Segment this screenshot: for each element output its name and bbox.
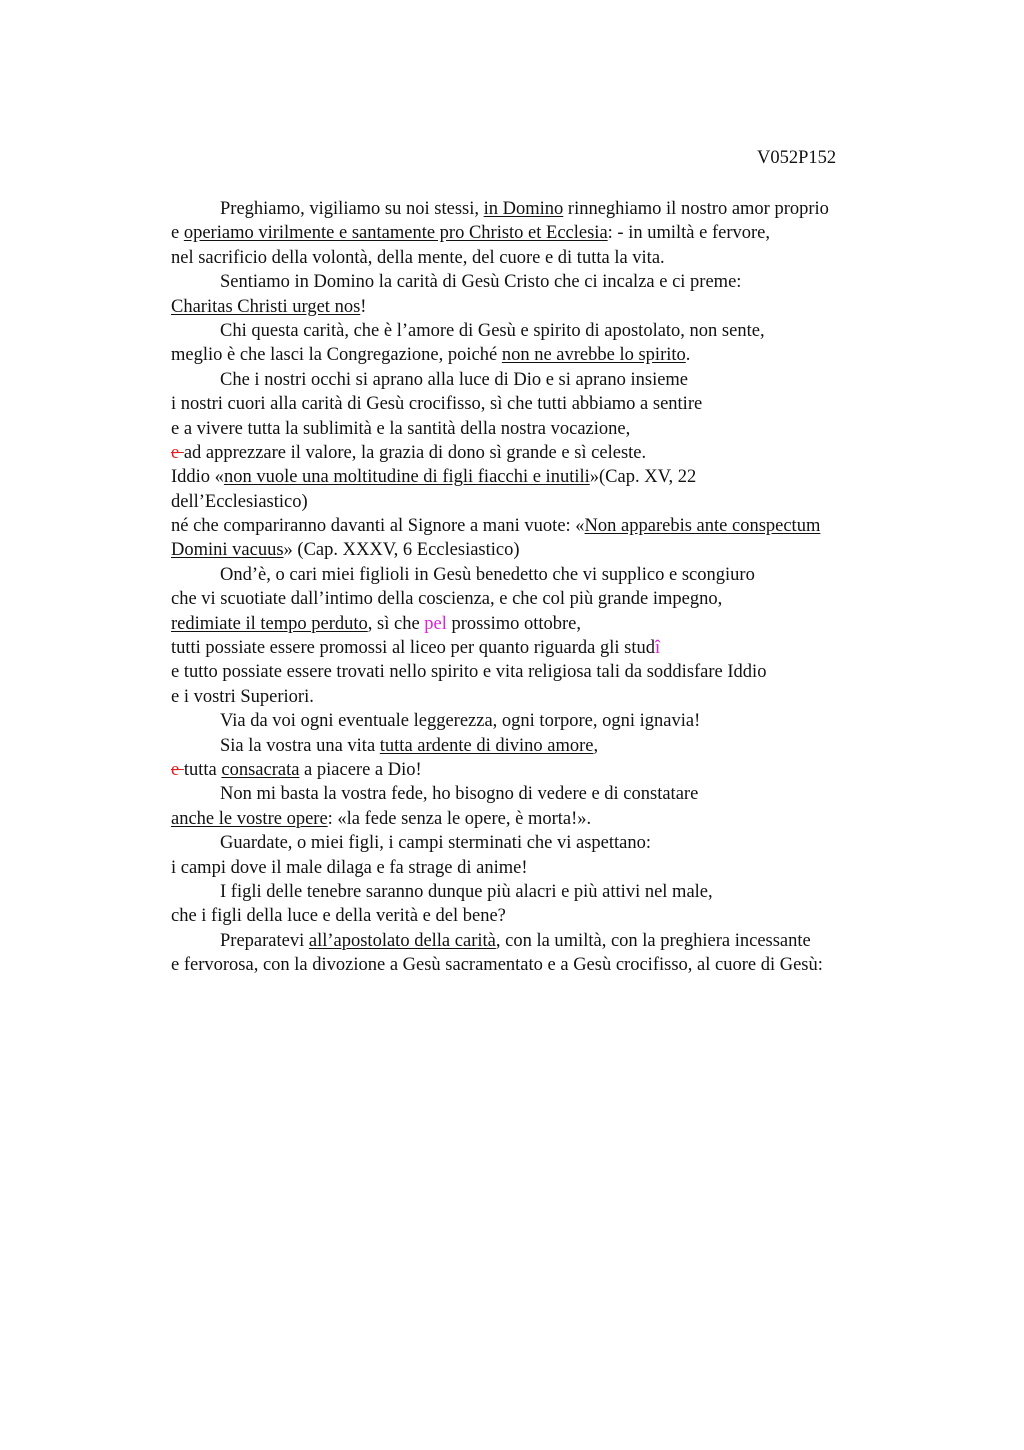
text-line xyxy=(171,246,951,270)
underlined-text: all’apostolato della carità xyxy=(308,930,496,951)
text-run: rinneghiamo il nostro amor proprio xyxy=(563,199,829,219)
text-run: e xyxy=(171,223,184,244)
underlined-text: Charitas Christi urget nos xyxy=(171,296,361,317)
text-line xyxy=(171,782,951,806)
text-line xyxy=(171,734,951,758)
text-run: Preparatevi xyxy=(220,930,309,951)
underlined-text: non ne avrebbe lo spirito xyxy=(501,345,686,366)
text-run: I figli delle tenebre saranno dunque più alacri e più attivi nel male, xyxy=(220,881,713,902)
text-line xyxy=(171,612,951,636)
text-run: , xyxy=(593,735,599,756)
deleted-text: e xyxy=(171,442,184,463)
text-run: Chi questa carità, che è l’amore di Gesù e spirito di apostolato, non sente, xyxy=(220,320,765,341)
text-line xyxy=(171,563,951,587)
text-line xyxy=(171,831,951,855)
text-line xyxy=(171,807,951,831)
text-run: ! xyxy=(360,296,367,317)
text-line xyxy=(171,929,951,953)
document-body xyxy=(171,197,951,978)
text-line xyxy=(171,221,951,245)
text-run: che i figli della luce e della verità e del bene? xyxy=(171,906,506,927)
text-run: nel sacrificio della volontà, della mente, del cuore e di tutta la vita. xyxy=(171,247,665,268)
text-run: Via da voi ogni eventuale leggerezza, ogni torpore, ogni ignavia! xyxy=(220,711,701,732)
text-line xyxy=(171,904,951,928)
text-line xyxy=(171,709,951,733)
text-line xyxy=(171,685,951,709)
text-line xyxy=(171,417,951,441)
text-line xyxy=(171,880,951,904)
underlined-text: Non apparebis ante conspectum xyxy=(584,516,821,537)
text-run: . xyxy=(685,345,691,366)
underlined-text: anche le vostre opere xyxy=(171,808,328,829)
underlined-text: tutta ardente di divino amore xyxy=(379,735,594,756)
text-line xyxy=(171,758,951,782)
text-line xyxy=(171,441,951,465)
text-run: : «la fede senza le opere, è morta!». xyxy=(327,808,592,829)
text-run: , con la umiltà, con la preghiera incessante xyxy=(495,930,811,951)
text-run: ad apprezzare il valore, la grazia di dono sì grande e sì celeste. xyxy=(183,442,647,463)
text-line xyxy=(171,295,951,319)
text-run: Sentiamo in Domino la carità di Gesù Cristo che ci incalza e ci preme: xyxy=(220,272,742,293)
text-run: » (Cap. XXXV, 6 Ecclesiastico) xyxy=(283,540,520,561)
text-run: Sia la vostra una vita xyxy=(220,735,380,756)
text-run: e i vostri Superiori. xyxy=(171,686,314,707)
text-line xyxy=(171,660,951,684)
text-run: Preghiamo, vigiliamo su noi stessi, xyxy=(220,199,484,219)
text-line xyxy=(171,319,951,343)
deleted-text: e xyxy=(171,759,184,780)
underlined-text: consacrata xyxy=(221,759,300,780)
text-line xyxy=(171,368,951,392)
text-run: meglio è che lasci la Congregazione, poiché xyxy=(171,345,502,366)
text-line xyxy=(171,343,951,367)
text-run: Guardate, o miei figli, i campi sterminati che vi aspettano: xyxy=(220,833,652,854)
text-run: prossimo ottobre, xyxy=(446,613,582,634)
highlighted-text: î xyxy=(654,638,661,659)
page-reference: V052P152 xyxy=(757,148,837,168)
text-run: »(Cap. XV, 22 xyxy=(589,467,697,488)
text-run: Iddio « xyxy=(171,467,224,488)
text-line xyxy=(171,465,951,489)
text-run: tutti possiate essere promossi al liceo per quanto riguarda gli stud xyxy=(171,638,655,659)
text-line xyxy=(171,636,951,660)
text-run: e a vivere tutta la sublimità e la santità della nostra vocazione, xyxy=(171,418,631,439)
text-line xyxy=(171,197,951,221)
underlined-text: redimiate il tempo perduto xyxy=(171,613,368,634)
text-line xyxy=(171,538,951,562)
text-line xyxy=(171,587,951,611)
text-line xyxy=(171,392,951,416)
underlined-text: in Domino xyxy=(483,199,564,219)
text-run: tutta xyxy=(183,759,222,780)
text-run: a piacere a Dio! xyxy=(299,759,422,780)
text-run: i campi dove il male dilaga e fa strage di anime! xyxy=(171,857,528,878)
text-line xyxy=(171,856,951,880)
text-run: Non mi basta la vostra fede, ho bisogno di vedere e di constatare xyxy=(220,784,699,805)
text-line xyxy=(171,270,951,294)
text-run: dell’Ecclesiastico) xyxy=(171,491,308,512)
underlined-text: operiamo virilmente e santamente pro Christo et Ecclesia xyxy=(183,223,608,244)
text-line xyxy=(171,514,951,538)
text-line xyxy=(171,953,951,977)
text-run: e fervorosa, con la divozione a Gesù sacramentato e a Gesù crocifisso, al cuore di Gesù: xyxy=(171,955,823,976)
highlighted-text: pel xyxy=(424,613,447,634)
text-run: Ond’è, o cari miei figlioli in Gesù benedetto che vi supplico e scongiuro xyxy=(220,564,755,585)
underlined-text: Domini vacuus xyxy=(171,540,284,561)
text-run: : - in umiltà e fervore, xyxy=(607,223,770,244)
text-run: e tutto possiate essere trovati nello spirito e vita religiosa tali da soddisfare Iddio xyxy=(171,662,767,683)
text-line xyxy=(171,490,951,514)
text-run: Che i nostri occhi si aprano alla luce di Dio e si aprano insieme xyxy=(220,369,689,390)
underlined-text: non vuole una moltitudine di figli fiacchi e inutili xyxy=(223,467,590,488)
text-run: né che compariranno davanti al Signore a mani vuote: « xyxy=(171,516,585,537)
text-run: , sì che xyxy=(367,613,425,634)
text-run: che vi scuotiate dall’intimo della coscienza, e che col più grande impegno, xyxy=(171,589,723,610)
text-run: i nostri cuori alla carità di Gesù crocifisso, sì che tutti abbiamo a sentire xyxy=(171,394,703,415)
